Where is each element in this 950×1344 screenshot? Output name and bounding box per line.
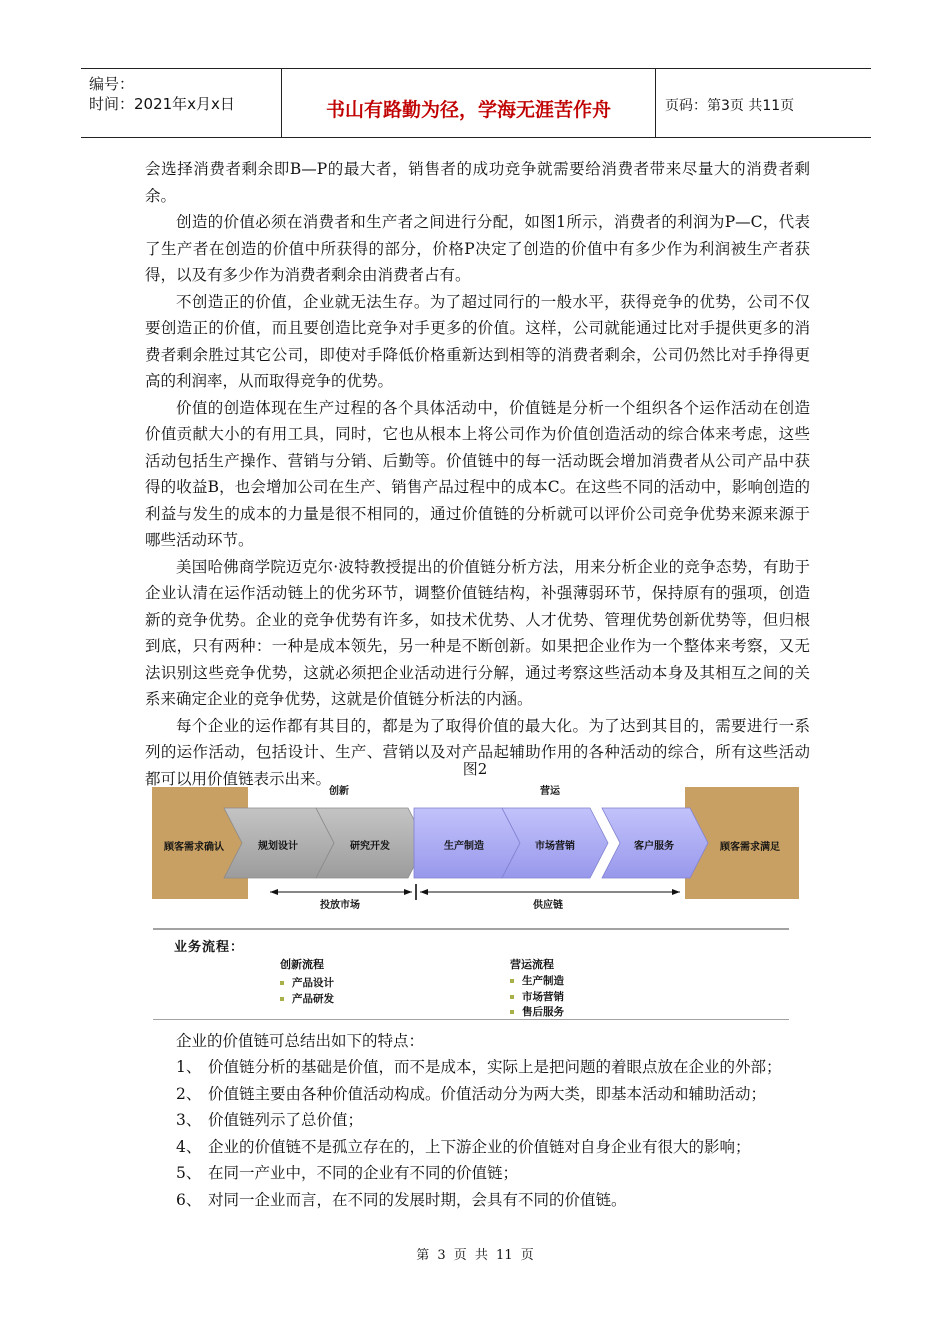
paragraph: 价值的创造体现在生产过程的各个具体活动中，价值链是分析一个组织各个运作活动在创造价值贡献大小的有用工具，同时，它也从根本上将公司作为价值创造活动的综合体来考虑，这些活动包括生产操作、营销与分销、后勤等。价值链中的每一活动既会增加消费者从公司产品中获得的收益B，也会增加公司在生产、销售产品过程中的成本C。在这些不同的活动中，影响创造的利益与发生的成本的力量是很不相同的，通过价值链的分析就可以评价公司竞争优势来源来源于哪些活动环节。 bbox=[145, 398, 810, 549]
arrowhead bbox=[270, 889, 278, 895]
list-item-text: 在同一产业中，不同的企业有不同的价值链； bbox=[208, 1164, 519, 1182]
operation-process-item: 售后服务 bbox=[510, 1004, 564, 1019]
header-page-cell bbox=[655, 69, 871, 137]
document-time-label: 时间：2021年x月x日 bbox=[89, 95, 235, 113]
list-item-text: 价值链主要由各种价值活动构成。价值活动分为两大类，即基本活动和辅助活动； bbox=[208, 1084, 767, 1103]
list-item-text: 对同一企业而言，在不同的发展时期，会具有不同的价值链。 bbox=[208, 1190, 627, 1209]
arrowhead bbox=[404, 889, 412, 895]
list-item bbox=[176, 1107, 816, 1134]
start-box-label: 顾客需求确认 bbox=[164, 842, 224, 853]
arrowhead bbox=[672, 889, 680, 895]
value-chain-diagram bbox=[150, 780, 801, 1020]
paragraph: 会选择消费者剩余即B—P的最大者，销售者的成功竞争就需要给消费者带来尽量大的消费者剩余。 bbox=[145, 160, 810, 205]
stage-label: 客户服务 bbox=[634, 841, 674, 852]
list-item bbox=[176, 1160, 816, 1187]
features-list bbox=[176, 1054, 816, 1213]
list-item-number: 4、 bbox=[176, 1137, 202, 1156]
header-motto-cell bbox=[281, 69, 656, 137]
list-intro: 企业的价值链可总结出如下的特点： bbox=[176, 1032, 425, 1050]
arrowhead bbox=[420, 889, 428, 895]
list-item-text: 价值链列示了总价值； bbox=[208, 1111, 364, 1129]
business-process-title: 业务流程： bbox=[174, 940, 245, 955]
paragraph: 创造的价值必须在消费者和生产者之间进行分配，如图1所示，消费者的利润为P—C，代表了生产者在创造的价值中所获得的部分，价格P决定了创造的价值中有多少作为利润被生产者获得，以及有多少作为消费者剩余由消费者占有。 bbox=[145, 213, 810, 284]
operation-process-item: 市场营销 bbox=[510, 989, 564, 1004]
stage-label: 研究开发 bbox=[350, 841, 390, 852]
list-item bbox=[176, 1054, 816, 1081]
list-item bbox=[176, 1081, 816, 1108]
stage-label: 生产制造 bbox=[444, 841, 484, 852]
paragraph: 不创造正的价值，企业就无法生存。为了超过同行的一般水平，获得竞争的优势，公司不仅要创造正的价值，而且要创造比竞争对手更多的价值。这样，公司就能通过比对手提供更多的消费者剩余胜过其它公司，即使对手降低价格重新达到相等的消费者剩余，公司仍然比对手挣得更高的利润率，从而取得竞争的优势。 bbox=[145, 292, 810, 390]
operation-process-item: 生产制造 bbox=[510, 973, 564, 988]
stage-label: 规划设计 bbox=[258, 841, 298, 852]
list-item-text: 价值链分析的基础是价值，而不是成本，实际上是把问题的着眼点放在企业的外部； bbox=[208, 1058, 782, 1076]
page-header bbox=[81, 68, 871, 138]
paragraph: 美国哈佛商学院迈克尔·波特教授提出的价值链分析方法，用来分析企业的竞争态势，有助于企业认清在运作活动链上的优劣环节，调整价值链结构，补强薄弱环节，保持原有的强项，创造新的竞争优势。企业的竞争优势有许多，如技术优势、人才优势、管理优势创新优势等，但归根到底，只有两种：一种是成本领先，另一种是不断创新。如果把企业作为一个整体来考察，又无法识别这些竞争优势，这就必须把企业活动进行分解，通过考察这些活动本身及其相互之间的关系来确定企业的竞争优势，这就是价值链分析法的内涵。 bbox=[145, 557, 810, 708]
innovation-process-item: 产品设计 bbox=[280, 975, 334, 990]
figure-caption: 图2 bbox=[462, 760, 488, 778]
list-item-number: 3、 bbox=[176, 1111, 202, 1129]
list-item-number: 6、 bbox=[176, 1190, 202, 1209]
list-item-number: 5、 bbox=[176, 1164, 202, 1182]
list-item-number: 2、 bbox=[176, 1084, 202, 1103]
page-footer: 第 3 页 共 11 页 bbox=[416, 1248, 534, 1263]
document-number-label: 编号： bbox=[89, 75, 135, 93]
innovation-label: 创新 bbox=[329, 786, 349, 797]
operation-process-title: 营运流程 bbox=[510, 958, 554, 971]
list-item-number: 1、 bbox=[176, 1058, 202, 1076]
list-item-text: 企业的价值链不是孤立存在的，上下游企业的价值链对自身企业有很大的影响； bbox=[208, 1137, 751, 1156]
header-motto: 书山有路勤为径，学海无涯苦作舟 bbox=[325, 99, 611, 121]
paragraph: 每个企业的运作都有其目的，都是为了取得价值的最大化。为了达到其目的，需要进行一系列的运作活动，包括设计、生产、营销以及对产品起辅助作用的各种活动的综合，所有这些活动都可以用价值链表示出来。 bbox=[145, 716, 810, 788]
header-meta-cell bbox=[81, 69, 281, 137]
list-item bbox=[176, 1187, 816, 1214]
header-page-number: 页码：第3页 共11页 bbox=[665, 98, 795, 114]
operation-label: 营运 bbox=[540, 786, 560, 797]
value-chain-graphic bbox=[150, 780, 801, 1020]
supply-span-label: 供应链 bbox=[533, 900, 563, 911]
body-text bbox=[145, 156, 810, 792]
end-box-label: 顾客需求满足 bbox=[720, 842, 780, 853]
stage-label: 市场营销 bbox=[535, 841, 575, 852]
innovation-process-title: 创新流程 bbox=[280, 958, 324, 971]
innovation-process-item: 产品研发 bbox=[280, 991, 334, 1006]
market-span-label: 投放市场 bbox=[320, 900, 360, 911]
list-intro-block bbox=[145, 1028, 810, 1055]
list-item bbox=[176, 1134, 816, 1161]
